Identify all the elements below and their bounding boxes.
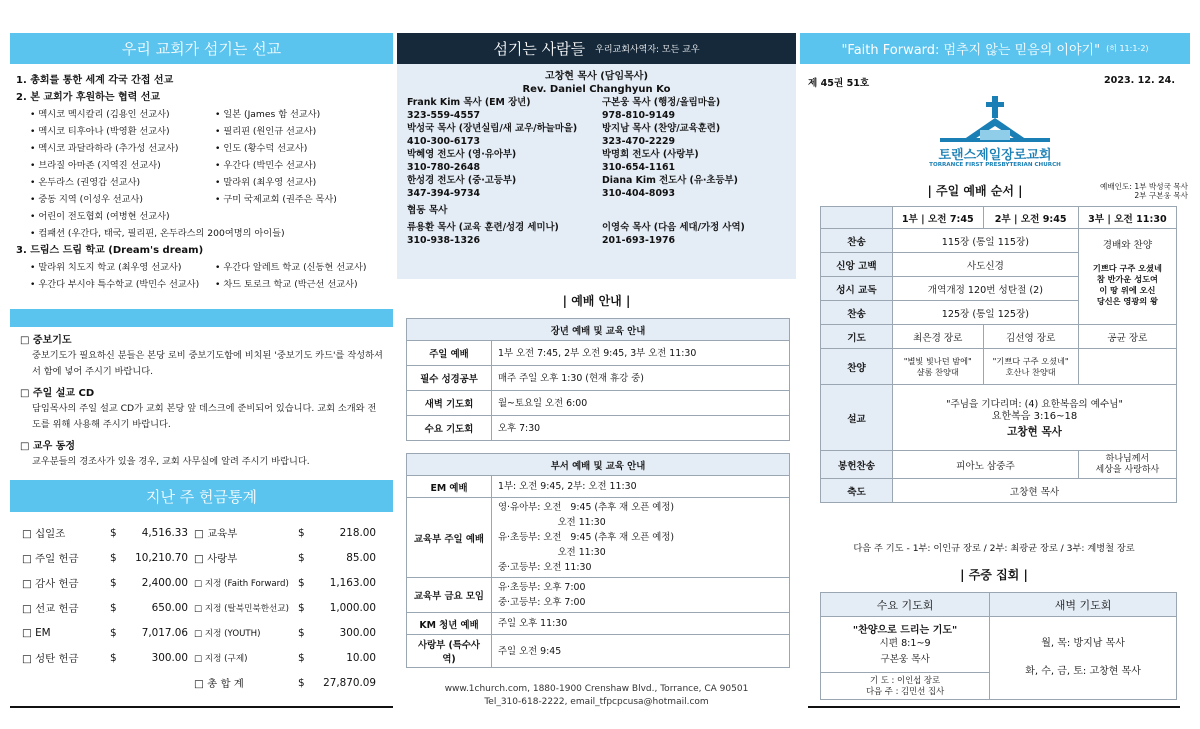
mission-row: [16, 106, 386, 123]
dawn-1: 월, 목: 방지남 목사: [1041, 638, 1125, 649]
staff-row: [407, 122, 786, 148]
mission-item: • 우간다 알레트 학교 (신동현 선교사): [215, 262, 367, 273]
offering-row: [22, 645, 382, 670]
mission-item: • 브라질 아마존 (지역진 선교사): [30, 160, 161, 171]
staff-name: Diana Kim 전도사 (유·초등부): [602, 175, 738, 186]
order-corner: [821, 207, 893, 229]
staff-header: [397, 33, 796, 64]
coop-phone: 310-938-1326: [407, 235, 481, 246]
staff-name: Frank Kim 목사 (EM 장년): [407, 97, 531, 108]
offering-cell: 650.00: [151, 601, 188, 614]
missions-title: 우리 교회가 섬기는 선교: [121, 40, 282, 58]
worship-leaders: [1100, 182, 1188, 200]
staff-item: [407, 96, 602, 122]
offering-row: [22, 570, 382, 595]
staff-box: [397, 64, 796, 279]
offering-cell: □ 성탄 헌금: [22, 653, 79, 665]
offering-cell: □ 지정 (YOUTH): [194, 628, 261, 639]
coop-name: 이영숙 목사 (다음 세대/가정 사역): [602, 222, 745, 233]
offering-total-cur: $: [298, 676, 305, 689]
worship-value: 주일 오후 11:30: [492, 613, 790, 635]
offering-cell: □ 감사 헌금: [22, 578, 79, 590]
mission-item: • 말라위 (최우영 선교사): [215, 177, 317, 188]
staff-phone: 310-780-2648: [407, 162, 481, 173]
praise-title: 경배와 찬양: [1102, 240, 1153, 251]
worship-row: [407, 366, 790, 391]
staff-row: [407, 96, 786, 122]
worship-value: 1부 오전 7:45, 2부 오전 9:45, 3부 오전 11:30: [492, 341, 790, 366]
row-label: 설교: [821, 385, 893, 451]
service-2-header: 2부 | 오전 9:45: [983, 207, 1078, 229]
missions-h2: 2. 본 교회가 후원하는 협력 선교: [16, 92, 161, 103]
notice-title: □ 중보기도: [20, 335, 72, 346]
wed-header: 수요 기도회: [821, 593, 990, 617]
row-value: 115장 (통일 115장): [893, 229, 1079, 253]
staff-name: 박혜영 전도사 (영·유아부): [407, 149, 517, 160]
offering-cell: 218.00: [339, 526, 376, 539]
offering-cell: $: [110, 651, 117, 664]
wed-title: "찬양으로 드리는 기도": [852, 625, 958, 636]
worship-row: [407, 613, 790, 635]
worship-row: [407, 391, 790, 416]
offering-cell: 1,000.00: [329, 601, 376, 614]
worship-value: 유·초등부: 오후 7:00 중·고등부: 오후 7:00: [492, 578, 790, 613]
staff-name: 박명희 전도사 (사랑부): [602, 149, 699, 160]
staff-subtitle: 우리교회사역자: 모든 교우: [595, 45, 700, 55]
offering-blank: [22, 670, 110, 695]
row-label: 찬양: [821, 349, 893, 385]
benediction: 고창현 목사: [893, 479, 1177, 503]
worship-label: 새벽 기도회: [407, 391, 492, 416]
row-value: 개역개정 120번 성탄절 (2): [893, 277, 1079, 301]
worship-title: | 예배 안내 |: [562, 294, 631, 308]
offering-cell: $: [298, 551, 305, 564]
church-contact: [397, 683, 796, 709]
weekday-title: | 주중 집회 |: [960, 568, 1028, 582]
coop-item: [602, 221, 797, 247]
offering-blank: [124, 670, 194, 695]
offering-cell: $: [110, 526, 117, 539]
worship-label: KM 청년 예배: [407, 613, 492, 635]
mission-item: • 차드 토로크 학교 (박근선 선교사): [215, 279, 358, 290]
mission-item: • 온두라스 (권영갑 선교사): [30, 177, 141, 188]
coop-title: 협동 목사: [407, 205, 448, 216]
staff-item: [407, 174, 602, 200]
order-table: [820, 206, 1177, 503]
staff-name: 방지남 목사 (찬양/교육훈련): [602, 123, 721, 134]
sermon-text: 요한복음 3:16~18: [991, 410, 1078, 422]
choir-3: [1078, 349, 1176, 385]
offering-cell: 10.00: [346, 651, 376, 664]
senior-pastor: 고창현 목사 (담임목사): [544, 71, 649, 82]
offering-cell: $: [298, 576, 305, 589]
staff-phone: 310-404-8093: [602, 188, 676, 199]
offering-cell: □ 지정 (구제): [194, 653, 248, 664]
worship-value: 오후 7:30: [492, 416, 790, 441]
mission-item: • 멕시코 과달라하라 (추가성 선교사): [30, 143, 179, 154]
notice-title: □ 교우 동정: [20, 441, 76, 452]
offering-cell: □ 지정 (Faith Forward): [194, 578, 289, 589]
wed-prayer-cell: [821, 673, 990, 700]
missions-list: [16, 72, 386, 293]
worship-row: [407, 578, 790, 613]
offering-cell: □ 사랑부: [194, 553, 238, 565]
worship-value: 영·유아부: 오전 9:45 (추후 재 오픈 예정) 오전 11:30 유·초등부: 오전 9:45 (추후 재 오픈 예정) 오전 11:30 중·고등부: 오전 11:30: [492, 498, 790, 578]
offering-cell: $: [298, 626, 305, 639]
theme-ref: (히 11:1-2): [1106, 44, 1149, 53]
staff-phone: 410-300-6173: [407, 136, 481, 147]
choir-2: "기쁘다 구주 오셨네" 호산나 찬양대: [983, 349, 1078, 385]
prayer-3: 공균 장로: [1078, 325, 1176, 349]
worship-label: 수요 기도회: [407, 416, 492, 441]
offering-cell: $: [110, 551, 117, 564]
row-label: 축도: [821, 479, 893, 503]
offering-cell: 2,400.00: [141, 576, 188, 589]
notices: [20, 331, 385, 476]
wed-text: 시편 8:1~9: [879, 638, 931, 649]
leader-1: 예배인도: 1부 박성국 목사: [1100, 182, 1188, 191]
senior-pastor-en: Rev. Daniel Changhyun Ko: [522, 84, 671, 95]
divider-line: [808, 706, 1180, 708]
offering-cell: □ 주일 헌금: [22, 553, 79, 565]
weekday-table: [820, 592, 1177, 700]
mission-item: • 컴패션 (우간다, 태국, 필리핀, 온두라스의 200여명의 아이들): [30, 228, 285, 239]
mission-item: • 우간다 부시야 특수학교 (박민수 선교사): [30, 279, 200, 290]
row-label: 찬송: [821, 301, 893, 325]
offering-cell: $: [110, 576, 117, 589]
issue-number: 제 45권 51호: [808, 78, 870, 89]
offering-total-row: [22, 670, 382, 695]
order-title: | 주일 예배 순서 |: [927, 184, 1023, 198]
adult-worship-table: [406, 318, 790, 441]
row-value: 125장 (통일 125장): [893, 301, 1079, 325]
offering-cell: 10,210.70: [135, 551, 188, 564]
wed-next: 다음 주 : 김민선 집사: [865, 686, 945, 696]
offering-cell: $: [298, 526, 305, 539]
row-label: 신앙 고백: [821, 253, 893, 277]
dept-worship-table: [406, 453, 790, 668]
offering-row: [22, 520, 382, 545]
theme-header: [800, 33, 1190, 64]
mission-item: • 구미 국제교회 (권주은 목사): [215, 194, 337, 205]
offering-blank: [110, 670, 124, 695]
worship-label: EM 예배: [407, 476, 492, 498]
worship-row: [407, 498, 790, 578]
offering-row: [22, 595, 382, 620]
mission-row: [16, 276, 386, 293]
mission-row: [16, 174, 386, 191]
worship-row: [407, 635, 790, 668]
coop-phone: 201-693-1976: [602, 235, 676, 246]
worship-row: [407, 476, 790, 498]
coop-list: [407, 221, 786, 247]
staff-item: [407, 122, 602, 148]
offering-cell: □ 선교 헌금: [22, 603, 79, 615]
leader-2: 2부 구본웅 목사: [1134, 191, 1188, 200]
church-logo-icon: [920, 96, 1070, 144]
row-label: 기도: [821, 325, 893, 349]
mission-row: [16, 259, 386, 276]
notice-title: □ 주일 설교 CD: [20, 388, 95, 399]
offering-cell: 300.00: [151, 651, 188, 664]
school-pairs: [16, 259, 386, 293]
wed-cell: [821, 617, 990, 673]
service-3-header: 3부 | 오전 11:30: [1078, 207, 1176, 229]
praise-songs: 기쁘다 구주 오셨네 참 반가운 성도여 이 땅 위에 오신 당신은 영광의 왕: [1092, 263, 1162, 306]
staff-name: 한성경 전도사 (중·고등부): [407, 175, 517, 186]
offering-cell: □ 십일조: [22, 528, 66, 540]
mission-item: • 어린이 전도협회 (여병현 선교사): [30, 211, 170, 222]
staff-phone: 310-654-1161: [602, 162, 676, 173]
mission-row: [16, 157, 386, 174]
mission-row: [16, 191, 386, 208]
dawn-header: 새벽 기도회: [990, 593, 1177, 617]
staff-item: [602, 96, 797, 122]
church-phone-email: Tel_310-618-2222, email_tfpcpcusa@hotmail.com: [484, 697, 709, 707]
worship-value: 매주 주일 오후 1:30 (현재 휴강 중): [492, 366, 790, 391]
divider-bar: [10, 309, 393, 327]
worship-value: 월~토요일 오전 6:00: [492, 391, 790, 416]
offering-row: [22, 620, 382, 645]
row-label: 봉헌찬송: [821, 451, 893, 479]
offering-total: 27,870.09: [323, 676, 376, 689]
dawn-cell: [990, 617, 1177, 700]
staff-row: [407, 148, 786, 174]
offertory: 피아노 삼중주: [893, 451, 1079, 479]
offering-cell: 7,017.06: [141, 626, 188, 639]
staff-name: 구본웅 목사 (행정/올림마을): [602, 97, 721, 108]
offering-cell: $: [298, 651, 305, 664]
church-name-en: TORRANCE FIRST PRESBYTERIAN CHURCH: [929, 162, 1061, 168]
worship-label: 주일 예배: [407, 341, 492, 366]
next-prayer: 다음 주 기도 - 1부: 이인규 장로 / 2부: 최광균 장로 / 3부: 계병철 장로: [853, 543, 1135, 554]
offering-header: [10, 480, 393, 512]
theme-title: "Faith Forward: 멈추지 않는 믿음의 이야기": [841, 43, 1101, 58]
offering-cell: 300.00: [339, 626, 376, 639]
notice-body: 중보기도가 필요하신 분들은 본당 로비 중보기도함에 비치된 '중보기도 카드'를 작성하셔서 함에 넣어 주시기 바랍니다.: [32, 350, 383, 377]
staff-phone: 347-394-9734: [407, 188, 481, 199]
staff-item: [602, 148, 797, 174]
sermon-cell: [893, 385, 1177, 451]
wed-preacher: 구본웅 목사: [880, 654, 930, 665]
offering-cell: □ EM: [22, 626, 51, 639]
sermon-title: "주님을 기다리며: (4) 요한복음의 예수님": [946, 398, 1123, 410]
coop-name: 류용환 목사 (교육 훈련/성경 세미나): [407, 222, 559, 233]
offering-total-label: □ 총 합 계: [194, 678, 244, 690]
church-logo: [920, 96, 1070, 176]
prayer-2: 김선영 장로: [983, 325, 1078, 349]
worship-value: 1부: 오전 9:45, 2부: 오전 11:30: [492, 476, 790, 498]
worship-row: [407, 341, 790, 366]
dept-worship-title: 부서 예배 및 교육 안내: [407, 454, 790, 476]
service-1-header: 1부 | 오전 7:45: [893, 207, 984, 229]
staff-phone: 323-470-2229: [602, 136, 676, 147]
row-label: 찬송: [821, 229, 893, 253]
row-value: 사도신경: [893, 253, 1079, 277]
mission-item: • 멕시코 티후아나 (박영환 선교사): [30, 126, 170, 137]
dawn-2: 화, 수, 금, 토: 고창현 목사: [1025, 666, 1141, 677]
choir-1: "별빛 빛나던 밤에" 샬롬 찬양대: [893, 349, 984, 385]
praise-cell: [1078, 229, 1176, 325]
notice-body: 담임목사의 주일 설교 CD가 교회 본당 앞 데스크에 준비되어 있습니다. 교회 소개와 전도를 위해 사용해 주시기 바랍니다.: [32, 403, 377, 430]
mission-item: • 우간다 (박민수 선교사): [215, 160, 317, 171]
notice-body: 교우분들의 경조사가 있을 경우, 교회 사무실에 알려 주시기 바랍니다.: [32, 456, 310, 467]
staff-item: [602, 174, 797, 200]
mission-item: • 멕시코 멕시칼리 (김용인 선교사): [30, 109, 170, 120]
staff-title: 섬기는 사람들: [493, 40, 586, 58]
mission-row: [16, 140, 386, 157]
staff-row: [407, 174, 786, 200]
staff-item: [407, 148, 602, 174]
church-address: www.1church.com, 1880-1900 Crenshaw Blvd., Torrance, CA 90501: [444, 684, 749, 694]
prayer-1: 최은경 장로: [893, 325, 984, 349]
worship-label: 교육부 금요 모임: [407, 578, 492, 613]
coop-item: [407, 221, 602, 247]
issue-date: 2023. 12. 24.: [1103, 75, 1175, 86]
mission-item: • 일본 (James 함 선교사): [215, 109, 321, 120]
missions-h3: 3. 드림스 드림 학교 (Dream's dream): [16, 245, 204, 256]
offering-row: [22, 545, 382, 570]
mission-item: • 중동 지역 (이성우 선교사): [30, 194, 144, 205]
offertory-3: 하나님께서 세상을 사랑하사: [1078, 451, 1176, 479]
offering-cell: $: [298, 601, 305, 614]
offering-cell: $: [110, 626, 117, 639]
staff-phone: 978-810-9149: [602, 110, 676, 121]
offering-cell: □ 지정 (탈북민북한선교): [194, 603, 290, 614]
staff-list: [407, 96, 786, 200]
offering-cell: 4,516.33: [141, 526, 188, 539]
wed-prayer: 기 도 : 이인섭 장로: [870, 675, 941, 685]
mission-item: • 필리핀 (원인규 선교사): [215, 126, 317, 137]
mission-item: • 말라위 치도지 학교 (최우영 선교사): [30, 262, 182, 273]
missions-header: [10, 33, 393, 64]
offering-cell: 1,163.00: [329, 576, 376, 589]
mission-pairs: [16, 106, 386, 208]
adult-worship-title: 장년 예배 및 교육 안내: [407, 319, 790, 341]
worship-row: [407, 416, 790, 441]
mission-row: [16, 123, 386, 140]
mission-item: • 인도 (황수덕 선교사): [215, 143, 308, 154]
offering-title: 지난 주 헌금통계: [146, 487, 257, 506]
staff-phone: 323-559-4557: [407, 110, 481, 121]
row-label: 성시 교독: [821, 277, 893, 301]
church-name: 토랜스제일장로교회: [938, 148, 1052, 163]
worship-label: 사랑부 (특수사역): [407, 635, 492, 668]
staff-item: [602, 122, 797, 148]
staff-name: 박성국 목사 (장년실림/새 교우/하늘마을): [407, 123, 578, 134]
worship-label: 필수 성경공부: [407, 366, 492, 391]
sermon-preacher: 고창현 목사: [1007, 425, 1062, 438]
offering-cell: $: [110, 601, 117, 614]
worship-label: 교육부 주일 예배: [407, 498, 492, 578]
worship-value: 주일 오전 9:45: [492, 635, 790, 668]
offering-cell: □ 교육부: [194, 528, 238, 540]
offering-table: [22, 520, 382, 695]
divider-line: [10, 706, 393, 708]
missions-h1: 1. 총회를 통한 세계 각국 간접 선교: [16, 75, 174, 86]
offering-cell: 85.00: [346, 551, 376, 564]
